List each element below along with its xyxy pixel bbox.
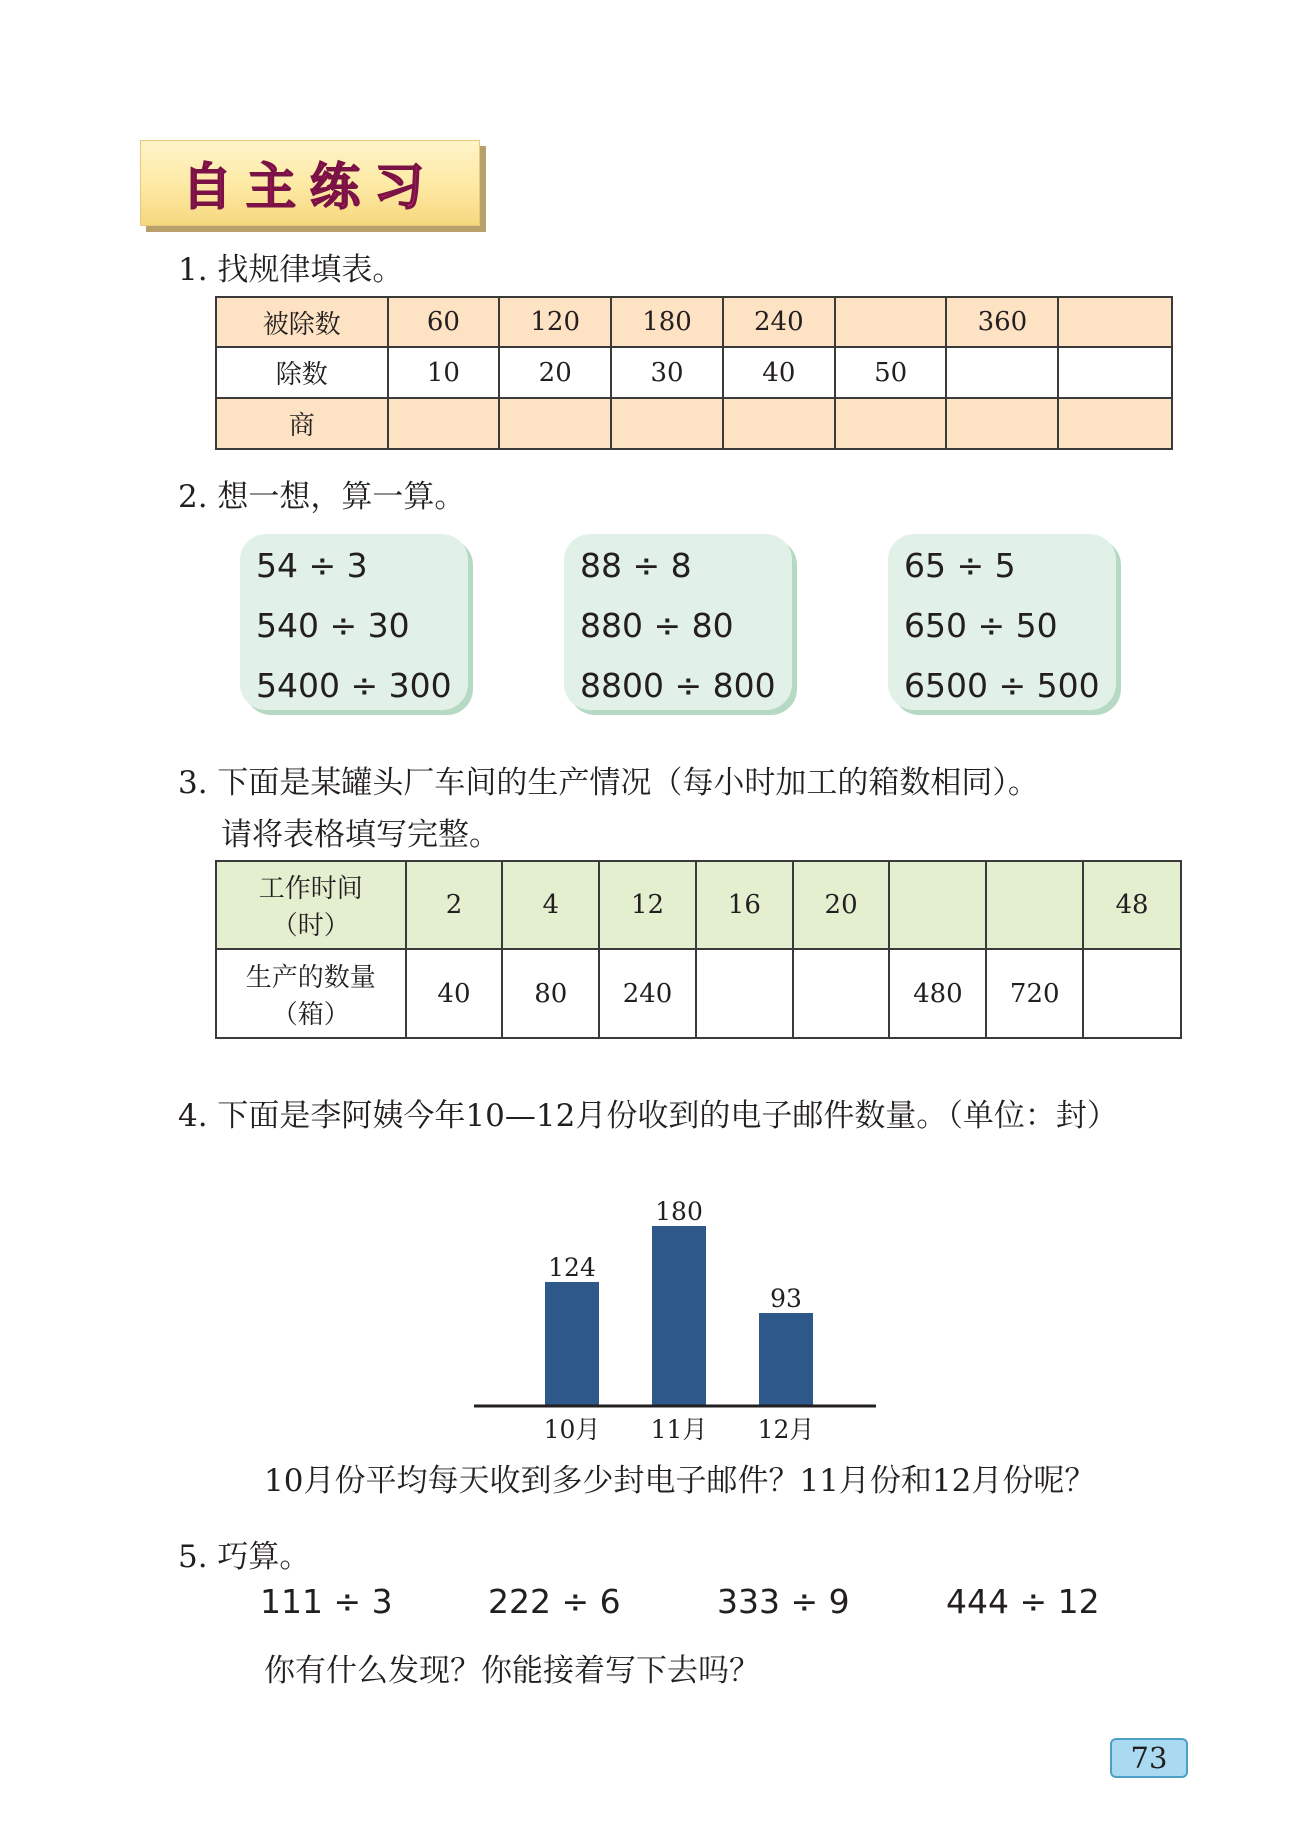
table-cell [388, 398, 500, 449]
table-cell [946, 398, 1058, 449]
calc-expression: 880 ÷ 80 [580, 606, 734, 645]
calc-expression: 540 ÷ 30 [256, 606, 410, 645]
calc-expression: 8800 ÷ 800 [580, 666, 776, 705]
row-label-unit: （时） [271, 911, 350, 941]
table-cell: 16 [696, 861, 793, 949]
table-cell: 40 [406, 949, 503, 1038]
x-tick-label: 10月 [543, 1415, 601, 1444]
calc-card [564, 534, 792, 710]
table-cell: 120 [499, 297, 611, 347]
table-cell: 2 [406, 861, 503, 949]
table-cell: 720 [986, 949, 1083, 1038]
row-label [216, 861, 406, 949]
q5-title: 5. 巧算。 [178, 1539, 311, 1575]
bar-value-label: 124 [548, 1253, 596, 1282]
calc-expression: 111 ÷ 3 [260, 1582, 393, 1621]
calc-expression: 650 ÷ 50 [904, 606, 1058, 645]
page-number: 73 [1110, 1738, 1188, 1778]
table-cell: 10 [388, 347, 500, 398]
table-cell [889, 861, 986, 949]
q3-table [215, 860, 1182, 1039]
table-cell: 40 [723, 347, 835, 398]
table-cell: 180 [611, 297, 723, 347]
table-cell: 240 [723, 297, 835, 347]
q1-title: 1. 找规律填表。 [178, 252, 404, 288]
table-cell [835, 398, 947, 449]
q2-title: 2. 想一想，算一算。 [178, 479, 466, 515]
table-cell [1058, 398, 1172, 449]
email-bar-chart [470, 1150, 890, 1450]
q5-question: 你有什么发现？你能接着写下去吗？ [264, 1653, 760, 1689]
calc-expression: 333 ÷ 9 [717, 1582, 850, 1621]
calc-expression: 65 ÷ 5 [904, 546, 1016, 585]
q1-row-divisor [216, 347, 1172, 398]
q1-row-dividend [216, 297, 1172, 347]
chart-bar [652, 1226, 706, 1406]
table-cell: 60 [388, 297, 500, 347]
table-cell [835, 297, 947, 347]
table-cell: 20 [793, 861, 890, 949]
table-cell [1058, 297, 1172, 347]
row-label: 商 [216, 398, 388, 449]
table-cell [793, 949, 890, 1038]
q3-row-boxes [216, 949, 1181, 1038]
x-tick-label: 11月 [650, 1415, 708, 1444]
chart-bar [759, 1313, 813, 1406]
calc-card [888, 534, 1116, 710]
bar-value-label: 180 [655, 1197, 703, 1226]
table-cell [986, 861, 1083, 949]
row-label: 被除数 [216, 297, 388, 347]
chart-bar [545, 1282, 599, 1406]
table-cell: 50 [835, 347, 947, 398]
table-cell [946, 347, 1058, 398]
table-cell: 48 [1083, 861, 1181, 949]
table-cell: 4 [502, 861, 599, 949]
q4-title: 4. 下面是李阿姨今年10—12月份收到的电子邮件数量。（单位：封） [178, 1098, 1118, 1134]
table-cell [611, 398, 723, 449]
calc-expression: 5400 ÷ 300 [256, 666, 452, 705]
calc-expression: 222 ÷ 6 [488, 1582, 621, 1621]
calc-expression: 444 ÷ 12 [946, 1582, 1100, 1621]
table-cell: 360 [946, 297, 1058, 347]
table-cell [499, 398, 611, 449]
q3-title-line2: 请将表格填写完整。 [221, 817, 500, 853]
calc-expression: 54 ÷ 3 [256, 546, 368, 585]
row-label [216, 949, 406, 1038]
table-cell: 30 [611, 347, 723, 398]
row-label: 除数 [216, 347, 388, 398]
x-tick-label: 12月 [757, 1415, 815, 1444]
q1-table [215, 296, 1173, 450]
table-cell: 480 [889, 949, 986, 1038]
bar-value-label: 93 [770, 1284, 802, 1313]
section-banner [140, 140, 480, 226]
q3-row-hours [216, 861, 1181, 949]
table-cell [696, 949, 793, 1038]
row-label-line: 生产的数量 [245, 962, 376, 993]
calc-expression: 6500 ÷ 500 [904, 666, 1100, 705]
row-label-unit: （箱） [271, 999, 350, 1030]
q1-row-quotient [216, 398, 1172, 449]
row-label-line: 工作时间 [258, 874, 363, 904]
calc-card [240, 534, 468, 710]
calc-expression: 88 ÷ 8 [580, 546, 692, 585]
table-cell [723, 398, 835, 449]
table-cell [1083, 949, 1181, 1038]
table-cell: 80 [502, 949, 599, 1038]
q4-question: 10月份平均每天收到多少封电子邮件？11月份和12月份呢？ [264, 1463, 1096, 1499]
q3-title-line1: 3. 下面是某罐头厂车间的生产情况（每小时加工的箱数相同）。 [178, 765, 1039, 801]
table-cell [1058, 347, 1172, 398]
table-cell: 240 [599, 949, 696, 1038]
table-cell: 12 [599, 861, 696, 949]
section-title: 自主练习 [182, 158, 438, 216]
table-cell: 20 [499, 347, 611, 398]
